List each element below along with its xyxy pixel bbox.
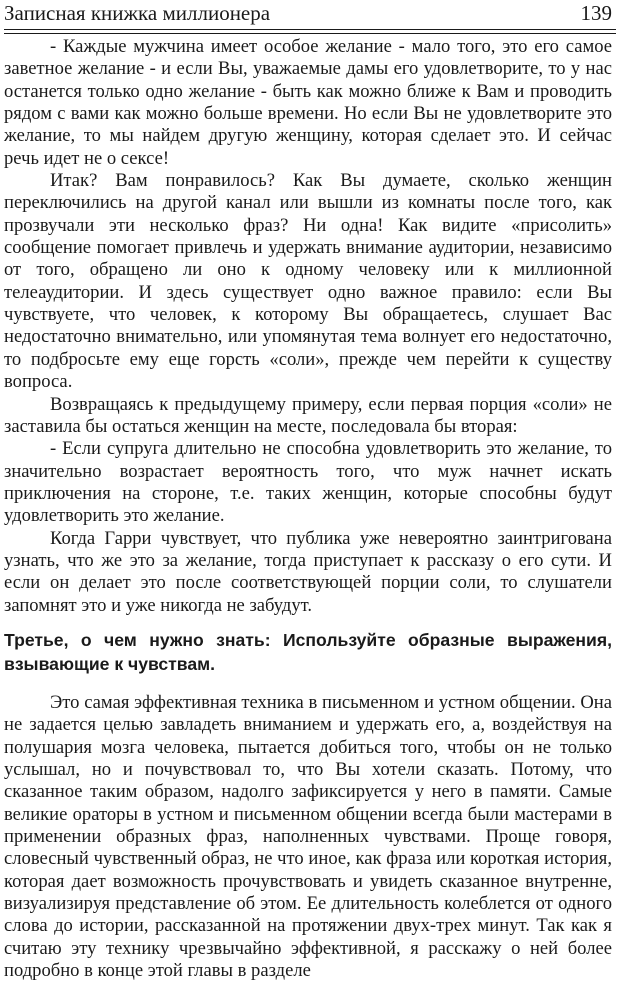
header-rule-thin [4,33,616,34]
paragraph: Это самая эффективная техника в письменном и устном общении. Она не задается целью завладеть вниманием и удержать его, а, воздействуя на полушария мозга человека, пытается добиться того, чтобы он не только услышал, но и почувствовал то, что Вы хотели сказать. Потому, что сказанное таким образом, надолго зафиксируется у него в памяти. Самые великие ораторы в устном и письменном общении всегда были мастерами в применении образных фраз, наполненных чувствами. Проще говоря, словесный чувственный образ, не что иное, как фраза или короткая история, которая дает возможность прочувствовать и увидеть сказанное внутренне, визуализируя представление об этом. Ее длительность колеблется от одного слова до истории, рассказанной на протяжении двух-трех минут. Так как я считаю эту технику чрезвычайно эффективной, я расскажу о ней более подробно в конце этой главы в разделе [4,692,612,982]
header-rule-thick [4,29,616,30]
book-page [4,0,616,996]
page-header [4,0,616,28]
body-text-section-two [4,692,612,982]
page-number: 139 [580,1,612,25]
paragraph: - Если супруга длительно не способна удовлетворить это желание, то значительно возрастает вероятность того, что муж начнет искать приключения на стороне, т.е. таких женщин, которые способны будут удовлетворить это желание. [4,438,612,527]
paragraph: Возвращаясь к предыдущему примеру, если первая порция «соли» не заставила бы остаться женщин на месте, последовала бы вторая: [4,393,612,437]
paragraph: Когда Гарри чувствует, что публика уже невероятно заинтригована узнать, что же это за желание, тогда приступает к рассказу о его сути. И если он делает это после соответствующей порции соли, то слушатели запомнят это и уже никогда не забудут. [4,527,612,616]
body-text-section-one [4,36,612,617]
section-heading: Третье, о чем нужно знать: Используйте образные выражения, взывающие к чувствам. [4,630,612,674]
running-title: Записная книжка миллионера [4,1,271,25]
paragraph: - Каждые мужчина имеет особое желание - мало того, это его самое заветное желание - и если Вы, уважаемые дамы его удовлетворите, то у нас останется только одно желание - быть как можно ближе к Вам и проводить рядом с вами как можно больше времени. Но если Вы не удовлетворите это желание, то мы найдем другую женщину, которая сделает это. И сейчас речь идет не о сексе! [4,36,612,169]
paragraph: Итак? Вам понравилось? Как Вы думаете, сколько женщин переключились на другой канал или вышли из комнаты после того, как прозвучали эти несколько фраз? Ни одна! Как видите «присолить» сообщение помогает привлечь и удержать внимание аудитории, независимо от того, обращено ли оно к одному человеку или к миллионной телеаудитории. И здесь существует одно важное правило: если Вы чувствуете, что человек, к которому Вы обращаетесь, слушает Вас недостаточно внимательно, или упомянутая тема волнует его недостаточно, то подбросьте ему еще горсть «соли», прежде чем перейти к существу вопроса. [4,170,612,393]
